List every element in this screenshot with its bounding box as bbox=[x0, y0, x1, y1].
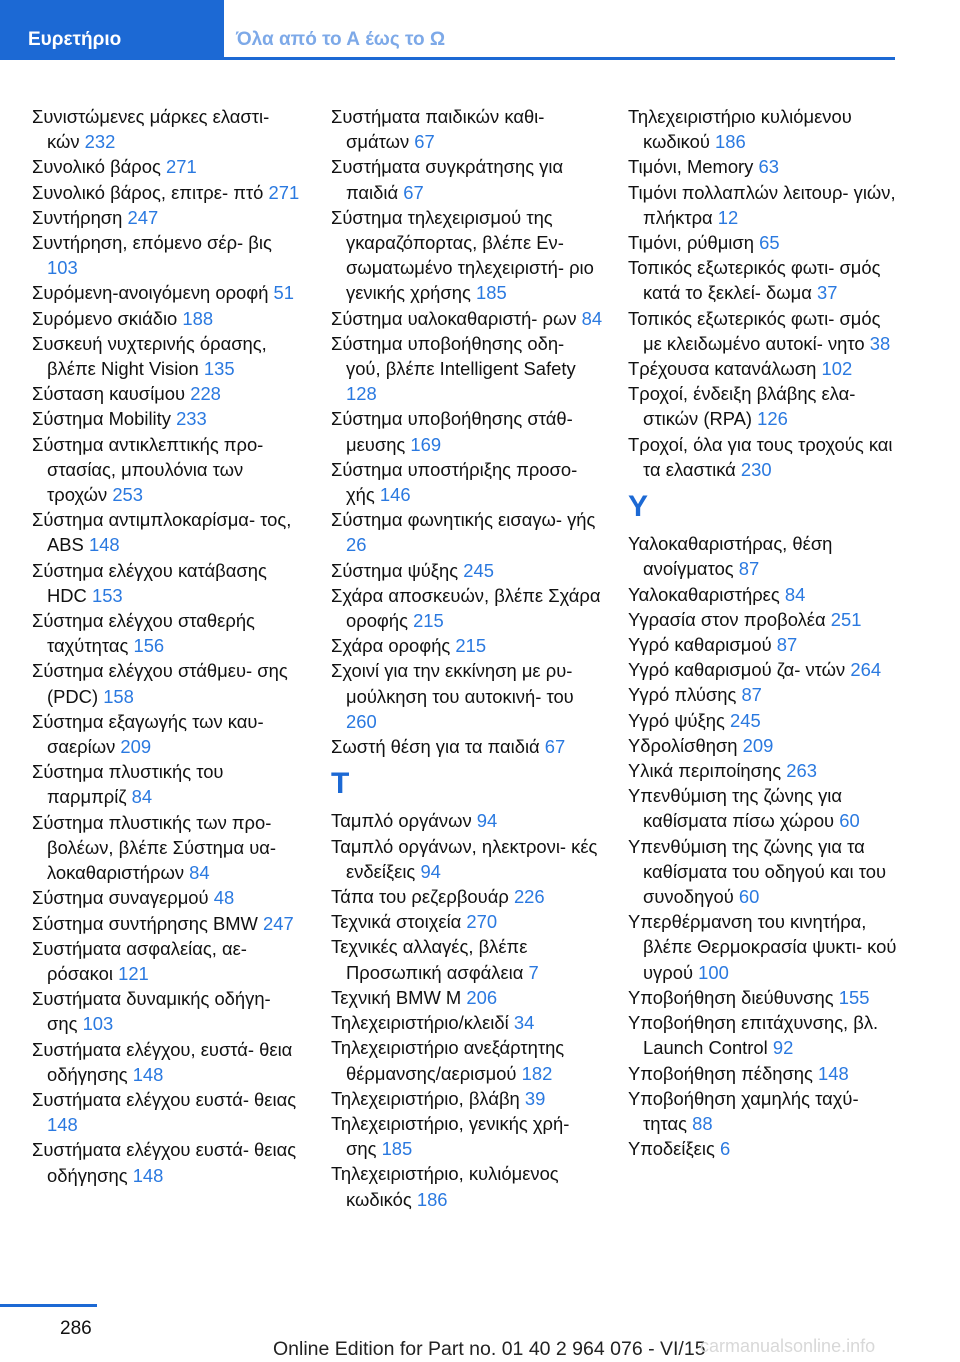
entry-text: Υποβοήθηση διεύθυνσης bbox=[628, 986, 834, 1008]
index-entry bbox=[628, 104, 900, 154]
page-link[interactable]: 158 bbox=[103, 685, 134, 707]
page-link[interactable]: 67 bbox=[414, 131, 435, 153]
entry-text: Συστήματα ελέγχου ευστά‐ θειας οδήγησης bbox=[32, 1139, 297, 1186]
entry-text: Τεχνική BMW M bbox=[331, 986, 462, 1008]
entry-text: Σχάρα οροφής bbox=[331, 635, 451, 657]
page-link[interactable]: 247 bbox=[263, 912, 294, 934]
page-link[interactable]: 153 bbox=[91, 584, 123, 606]
index-entry bbox=[628, 985, 900, 1010]
page-link[interactable]: 51 bbox=[273, 282, 295, 304]
page-link[interactable]: 182 bbox=[521, 1062, 553, 1084]
entry-text: Σύστημα ψύξης bbox=[331, 559, 459, 581]
page-link[interactable]: 228 bbox=[190, 383, 221, 405]
page-link[interactable]: 156 bbox=[133, 635, 165, 657]
entry-text: Συνολικό βάρος, επιτρε‐ πτό bbox=[32, 181, 264, 203]
entry-text: Συντήρηση bbox=[32, 206, 123, 228]
section-letter: Y bbox=[628, 490, 649, 524]
page-link[interactable]: 84 bbox=[131, 786, 153, 808]
entry-text: Σύστημα εξαγωγής των καυ‐ σαερίων bbox=[32, 710, 264, 758]
index-entry bbox=[331, 985, 603, 1010]
page-link[interactable]: 92 bbox=[772, 1037, 794, 1059]
page-link[interactable]: 103 bbox=[82, 1013, 114, 1035]
index-entry bbox=[628, 255, 900, 305]
entry-text: Υποβοήθηση πέδησης bbox=[628, 1062, 813, 1084]
entry-text: Τιμόνι, Memory bbox=[628, 156, 754, 178]
footer-rule bbox=[0, 1304, 97, 1307]
entry-text: Σύσταση καυσίμου bbox=[32, 383, 186, 405]
page-link[interactable]: 148 bbox=[47, 1114, 78, 1136]
entry-text: Τηλεχειριστήριο, βλάβη bbox=[331, 1087, 520, 1109]
page-link[interactable]: 38 bbox=[869, 332, 891, 354]
entry-text: Τάπα του ρεζερβουάρ bbox=[331, 886, 509, 908]
entry-text: Υδρολίσθηση bbox=[628, 734, 738, 756]
page-link[interactable]: 271 bbox=[268, 181, 300, 203]
page-link[interactable]: 148 bbox=[818, 1062, 849, 1084]
entry-text: Τιμόνι, ρύθμιση bbox=[628, 232, 754, 254]
page-link[interactable]: 148 bbox=[132, 1063, 164, 1085]
entry-text: Σύστημα ελέγχου σταθερής ταχύτητας bbox=[32, 610, 255, 657]
page-link[interactable]: 48 bbox=[213, 887, 235, 909]
page-link[interactable]: 84 bbox=[784, 583, 806, 605]
entry-text: Υγρασία στον προβολέα bbox=[628, 608, 826, 630]
page-link[interactable]: 264 bbox=[850, 659, 882, 681]
index-entry bbox=[331, 1010, 603, 1035]
entry-text: Τεχνικές αλλαγές, βλέπε Προσωπική ασφάλεια bbox=[331, 936, 528, 983]
index-entry bbox=[331, 558, 603, 583]
entry-text: Συστήματα ελέγχου, ευστά‐ θεια οδήγησης bbox=[32, 1038, 293, 1085]
entry-text: Συνολικό βάρος bbox=[32, 156, 161, 178]
page-link[interactable]: 253 bbox=[112, 484, 143, 506]
index-entry bbox=[628, 432, 900, 482]
page-link[interactable]: 60 bbox=[839, 810, 860, 832]
page-link[interactable]: 87 bbox=[776, 634, 798, 656]
entry-text: Υαλοκαθαριστήρας, θέση ανοίγματος bbox=[628, 533, 833, 580]
entry-text: Υπερθέρμανση του κινητήρα, βλέπε Θερμοκρασία ψυκτι‐ κού υγρού bbox=[628, 911, 897, 983]
index-entry bbox=[331, 457, 603, 507]
entry-text: Τοπικός εξωτερικός φωτι‐ σμός κατά το ξεκλεί‐ δωμα bbox=[628, 257, 881, 304]
entry-text: Συσκευή νυχτερινής όρασης, βλέπε Night Vision bbox=[32, 332, 267, 380]
page-link[interactable]: 103 bbox=[47, 257, 78, 279]
page-link[interactable]: 251 bbox=[830, 608, 862, 630]
index-entry bbox=[32, 558, 304, 608]
entry-text: Υγρό πλύσης bbox=[628, 684, 737, 706]
index-entry bbox=[331, 205, 603, 306]
entry-text: Συνιστώμενες μάρκες ελαστι‐ κών bbox=[32, 106, 270, 153]
page-link[interactable]: 84 bbox=[189, 862, 210, 884]
page-link[interactable]: 102 bbox=[821, 358, 853, 380]
index-entry bbox=[32, 381, 304, 406]
page-link[interactable]: 186 bbox=[416, 1188, 448, 1210]
page-link[interactable]: 233 bbox=[176, 408, 207, 430]
index-entry bbox=[331, 154, 603, 204]
index-entry bbox=[628, 582, 900, 607]
entry-text: Υποβοήθηση επιτάχυνσης, βλ. Launch Control bbox=[628, 1012, 879, 1059]
index-entry bbox=[32, 205, 304, 230]
index-entry bbox=[628, 682, 900, 707]
page-link[interactable]: 12 bbox=[717, 206, 739, 228]
entry-text: Σύστημα φωνητικής εισαγω‐ γής bbox=[331, 509, 596, 531]
page-link[interactable]: 65 bbox=[759, 232, 780, 254]
index-entry bbox=[32, 306, 304, 331]
entry-text: Υπενθύμιση της ζώνης για τα καθίσματα του οδηγού και του συνοδηγού bbox=[628, 835, 887, 908]
page-link[interactable]: 39 bbox=[524, 1087, 546, 1109]
index-entry bbox=[331, 1035, 603, 1085]
entry-text: Τιμόνι πολλαπλών λειτουρ‐ γιών, πλήκτρα bbox=[628, 181, 896, 228]
entry-text: Υποδείξεις bbox=[628, 1138, 715, 1160]
page-link[interactable]: 245 bbox=[730, 709, 761, 731]
entry-text: Σωστή θέση για τα παιδιά bbox=[331, 736, 540, 758]
page-link[interactable]: 260 bbox=[346, 710, 377, 732]
page-link[interactable]: 126 bbox=[757, 408, 788, 430]
page-link[interactable]: 87 bbox=[738, 558, 760, 580]
entry-text: Υγρό καθαρισμού bbox=[628, 634, 772, 656]
entry-text: Υαλοκαθαριστήρες bbox=[628, 583, 780, 605]
index-entry bbox=[32, 1137, 304, 1187]
index-entry bbox=[32, 406, 304, 431]
index-entry bbox=[331, 633, 603, 658]
page-link[interactable]: 135 bbox=[203, 358, 235, 380]
page-link[interactable]: 226 bbox=[513, 886, 545, 908]
entry-text: Σύστημα τηλεχειρισμού της γκαραζόπορτας, βλέπε Εν‐ σωματωμένο τηλεχειριστή‐ ριο γενικής χρήσης bbox=[331, 206, 594, 304]
page-link[interactable]: 88 bbox=[692, 1112, 713, 1134]
page-link[interactable]: 188 bbox=[182, 307, 214, 329]
page-link[interactable]: 63 bbox=[758, 156, 779, 178]
index-entry bbox=[628, 758, 900, 783]
index-entry bbox=[32, 608, 304, 658]
index-entry bbox=[331, 658, 603, 734]
entry-text: Ταμπλό οργάνων bbox=[331, 810, 472, 832]
index-entry bbox=[331, 909, 603, 934]
index-entry bbox=[331, 1086, 603, 1111]
page-link[interactable]: 148 bbox=[132, 1164, 164, 1186]
index-entry bbox=[331, 406, 603, 456]
page-link[interactable]: 215 bbox=[413, 610, 444, 632]
entry-text: Τηλεχειριστήριο κυλιόμενου κωδικού bbox=[628, 106, 852, 153]
page-link[interactable]: 215 bbox=[455, 635, 487, 657]
entry-text: Τηλεχειριστήριο/κλειδί bbox=[331, 1012, 509, 1034]
page-link[interactable]: 230 bbox=[740, 458, 772, 480]
index-entry bbox=[32, 911, 304, 936]
tab-index[interactable]: Ευρετήριο bbox=[0, 0, 224, 60]
watermark: carmanualsonline.info bbox=[700, 1336, 876, 1356]
entry-text: Σύστημα υαλοκαθαριστή‐ ρων bbox=[331, 307, 577, 329]
index-column-3 bbox=[628, 104, 900, 1161]
page-link[interactable]: 67 bbox=[544, 736, 566, 758]
page-link[interactable]: 148 bbox=[88, 534, 120, 556]
entry-text: Τοπικός εξωτερικός φωτι‐ σμός με κλειδωμένο αυτοκί‐ νητο bbox=[628, 307, 881, 354]
index-entry bbox=[628, 180, 900, 230]
index-entry bbox=[32, 180, 304, 205]
index-entry bbox=[628, 356, 900, 381]
entry-text: Τηλεχειριστήριο ανεξάρτητης θέρμανσης/αερισμού bbox=[331, 1037, 565, 1084]
index-entry bbox=[32, 986, 304, 1036]
page-link[interactable]: 6 bbox=[719, 1138, 731, 1160]
page-link[interactable]: 121 bbox=[118, 962, 149, 984]
index-entry bbox=[331, 331, 603, 407]
page-link[interactable]: 37 bbox=[816, 282, 838, 304]
index-entry bbox=[628, 531, 900, 581]
index-entry bbox=[331, 583, 603, 633]
page-link[interactable]: 206 bbox=[466, 986, 498, 1008]
page-link[interactable]: 155 bbox=[838, 986, 870, 1008]
entry-text: Σύστημα υποβοήθησης στάθ‐ μευσης bbox=[331, 408, 573, 455]
entry-text: Σύστημα αντικλεπτικής προ‐ στασίας, μπουλόνια των τροχών bbox=[32, 433, 264, 506]
tab-a-to-z[interactable]: Όλα από το Α έως το Ω bbox=[224, 0, 895, 60]
index-entry bbox=[331, 884, 603, 909]
index-entry bbox=[628, 632, 900, 657]
entry-text: Συντήρηση, επόμενο σέρ‐ βις bbox=[32, 232, 272, 254]
page-link[interactable]: 100 bbox=[698, 961, 729, 983]
entry-text: Συστήματα συγκράτησης για παιδιά bbox=[331, 156, 564, 203]
index-entry bbox=[331, 734, 603, 759]
index-entry bbox=[32, 331, 304, 381]
index-entry bbox=[331, 808, 603, 833]
page-link[interactable]: 185 bbox=[475, 282, 507, 304]
entry-text: Υγρό καθαρισμού ζα‐ ντών bbox=[628, 659, 846, 681]
entry-text: Υλικά περιποίησης bbox=[628, 760, 782, 782]
index-entry bbox=[331, 104, 603, 154]
index-entry bbox=[32, 280, 304, 305]
entry-text: Σύστημα συντήρησης BMW bbox=[32, 912, 258, 934]
index-entry bbox=[32, 507, 304, 557]
page-link[interactable]: 146 bbox=[379, 484, 411, 506]
page-link[interactable]: 84 bbox=[581, 307, 603, 329]
entry-text: Σύστημα υποβοήθησης οδη‐ γού, βλέπε Intelligent Safety bbox=[331, 332, 576, 380]
entry-text: Σύστημα πλυστικής του παρμπρίζ bbox=[32, 761, 224, 808]
index-entry bbox=[628, 1061, 900, 1086]
page-link[interactable]: 245 bbox=[463, 559, 494, 581]
index-entry bbox=[32, 104, 304, 154]
entry-text: Σύστημα αντιμπλοκαρίσμα‐ τος, ABS bbox=[32, 509, 292, 556]
entry-text: Υποβοήθηση χαμηλής ταχύ‐ τητας bbox=[628, 1087, 859, 1134]
index-entry bbox=[628, 381, 900, 431]
index-entry bbox=[628, 1136, 900, 1161]
index-entry bbox=[331, 834, 603, 884]
page-link[interactable]: 185 bbox=[381, 1138, 413, 1160]
index-entry bbox=[628, 783, 900, 833]
page-link[interactable]: 60 bbox=[738, 886, 760, 908]
entry-text: Τροχοί, όλα για τους τροχούς και τα ελαστικά bbox=[628, 433, 893, 480]
page-link[interactable]: 186 bbox=[715, 131, 746, 153]
entry-text: Σύστημα πλυστικής των προ‐ βολέων, βλέπε Σύστημα υα‐ λοκαθαριστήρων bbox=[32, 811, 277, 884]
page-link[interactable]: 87 bbox=[741, 684, 762, 706]
index-entry bbox=[628, 1086, 900, 1136]
entry-text: Συστήματα παιδικών καθι‐ σμάτων bbox=[331, 106, 545, 153]
index-entry bbox=[32, 154, 304, 179]
index-entry bbox=[628, 834, 900, 910]
entry-text: Σύστημα υποστήριξης προσο‐ χής bbox=[331, 458, 578, 506]
index-entry bbox=[331, 507, 603, 557]
index-entry bbox=[628, 230, 900, 255]
page-link[interactable]: 67 bbox=[403, 181, 424, 203]
header-bar bbox=[0, 0, 895, 60]
entry-text: Συστήματα δυναμικής οδήγη‐ σης bbox=[32, 988, 271, 1035]
entry-text: Τηλεχειριστήριο, γενικής χρή‐ σης bbox=[331, 1112, 570, 1160]
entry-text: Συρόμενη-ανοιγόμενη οροφή bbox=[32, 282, 269, 304]
index-entry bbox=[331, 1161, 603, 1211]
page-link[interactable]: 94 bbox=[420, 860, 441, 882]
page-number: 286 bbox=[60, 1318, 92, 1339]
page-link[interactable]: 26 bbox=[346, 534, 367, 556]
index-entry bbox=[32, 658, 304, 708]
entry-text: Συστήματα ελέγχου ευστά‐ θειας bbox=[32, 1088, 297, 1110]
entry-text: Σύστημα συναγερμού bbox=[32, 887, 209, 909]
page-link[interactable]: 271 bbox=[165, 156, 197, 178]
entry-text: Υπενθύμιση της ζώνης για καθίσματα πίσω χώρου bbox=[628, 785, 843, 832]
page-link[interactable]: 94 bbox=[476, 810, 498, 832]
index-column-2 bbox=[331, 104, 603, 1212]
index-entry bbox=[628, 657, 900, 682]
page-link[interactable]: 128 bbox=[346, 383, 377, 405]
index-entry bbox=[32, 230, 304, 280]
index-entry bbox=[32, 1087, 304, 1137]
index-entry bbox=[628, 607, 900, 632]
entry-text: Σύστημα ελέγχου στάθμευ‐ σης (PDC) bbox=[32, 660, 288, 707]
page-link[interactable]: 169 bbox=[410, 433, 442, 455]
index-entry bbox=[32, 432, 304, 508]
index-entry bbox=[331, 306, 603, 331]
index-entry bbox=[628, 909, 900, 985]
index-entry bbox=[32, 709, 304, 759]
index-entry bbox=[628, 1010, 900, 1060]
index-column-1 bbox=[32, 104, 304, 1188]
index-entry bbox=[32, 936, 304, 986]
page-link[interactable]: 232 bbox=[84, 131, 116, 153]
index-entry bbox=[331, 934, 603, 984]
index-entry bbox=[331, 1111, 603, 1161]
entry-text: Συρόμενο σκιάδιο bbox=[32, 307, 178, 329]
entry-text: Συστήματα ασφαλείας, αε‐ ρόσακοι bbox=[32, 937, 247, 984]
entry-text: Ταμπλό οργάνων, ηλεκτρονι‐ κές ενδείξεις bbox=[331, 835, 598, 882]
entry-text: Σύστημα Mobility bbox=[32, 408, 171, 430]
entry-text: Τροχοί, ένδειξη βλάβης ελα‐ στικών (RPA) bbox=[628, 383, 856, 430]
index-entry bbox=[32, 810, 304, 886]
section-letter: T bbox=[331, 767, 350, 801]
entry-text: Τρέχουσα κατανάλωση bbox=[628, 358, 817, 380]
page-link[interactable]: 34 bbox=[513, 1012, 535, 1034]
page-link[interactable]: 270 bbox=[466, 911, 498, 933]
index-entry bbox=[628, 306, 900, 356]
entry-text: Τεχνικά στοιχεία bbox=[331, 911, 462, 933]
index-entry bbox=[628, 154, 900, 179]
entry-text: Υγρό ψύξης bbox=[628, 709, 725, 731]
index-entry bbox=[628, 708, 900, 733]
page-link[interactable]: 7 bbox=[528, 961, 539, 983]
index-entry bbox=[628, 733, 900, 758]
page-link[interactable]: 209 bbox=[120, 736, 152, 758]
page-link[interactable]: 247 bbox=[127, 206, 159, 228]
edition-footer: Online Edition for Part no. 01 40 2 964 076 - VI/15 bbox=[273, 1338, 706, 1360]
page-link[interactable]: 263 bbox=[786, 760, 817, 782]
entry-text: Σύστημα ελέγχου κατάβασης HDC bbox=[32, 559, 267, 606]
index-entry bbox=[32, 759, 304, 809]
entry-text: Σχάρα αποσκευών, βλέπε Σχάρα οροφής bbox=[331, 584, 601, 632]
entry-text: Τηλεχειριστήριο, κυλιόμενος κωδικός bbox=[331, 1163, 559, 1210]
entry-text: Σχοινί για την εκκίνηση με ρυ‐ μούλκηση του αυτοκινή‐ του bbox=[331, 660, 574, 707]
index-entry bbox=[32, 1037, 304, 1087]
page-link[interactable]: 209 bbox=[742, 734, 774, 756]
index-entry bbox=[32, 885, 304, 910]
